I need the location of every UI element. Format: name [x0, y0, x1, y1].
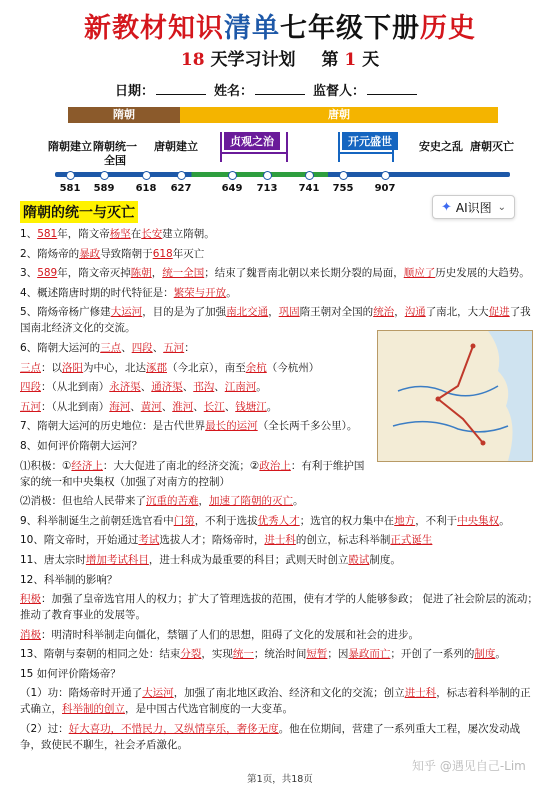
item-12: 12、科举制的影响？ — [20, 573, 118, 586]
item-15: 15 如何评价隋炀帝？ — [20, 667, 121, 680]
item-7: 7、隋朝大运河的历史地位：是古代世界最长的运河（全长两千多公里）。 — [20, 420, 358, 433]
item-12a: 积极：加强了皇帝选官用人的权力；扩大了管理选拔的范围，使有才学的人能够参政； 促进了社会阶层的流动；推动了教育事业的发展等。 — [20, 593, 538, 622]
event-label: 唐朝灭亡 — [470, 140, 514, 153]
title-part: 新教材 — [84, 13, 168, 44]
timeline-dot — [339, 171, 348, 180]
item-4: 4、概述隋唐时期的时代特征是：繁荣与开放。 — [20, 286, 237, 299]
day-prefix: 第 — [321, 50, 339, 70]
event-label: 隋朝统一全国 — [93, 140, 137, 167]
item-15b: （2）过：好大喜功，不惜民力，又纵情享乐，奢侈无度。他在位期间，营建了一系列重大工程，屡次发动战争，致使民不聊生，社会矛盾激化。 — [20, 723, 521, 752]
plan-days: 18 — [180, 50, 205, 70]
title-part: 清单 — [224, 13, 280, 44]
item-8a: ⑴积极：①经济上：大大促进了南北的经济交流；②政治上：有利于维护国家的统一和中央集权（加强了对南方的控制） — [20, 459, 365, 488]
date-label: 日期： — [115, 84, 155, 99]
timeline-dot — [263, 171, 272, 180]
item-6a: 三点：以洛阳为中心，北达涿郡（今北京），南至余杭（今杭州） — [20, 361, 320, 374]
timeline-dot — [142, 171, 151, 180]
timeline-line — [55, 172, 510, 177]
ai-button-label: AI识图 — [455, 200, 492, 215]
plan-label: 天学习计划 — [210, 50, 296, 70]
dynasty-bar-tang: 唐朝 — [180, 107, 498, 123]
item-3: 3、589年，隋文帝灭掉陈朝，统一全国；结束了魏晋南北朝以来长期分裂的局面，顺应了历史发展的大趋势。 — [20, 267, 530, 280]
day-suffix: 天 — [362, 50, 380, 70]
event-year: 581 — [59, 183, 81, 194]
info-fields — [115, 80, 425, 99]
item-2: 2、隋炀帝的暴政导致隋朝于618年灭亡 — [20, 247, 205, 260]
watermark: 知乎 @遇见自己-Lim — [412, 759, 526, 773]
title-part: 历史 — [420, 13, 476, 44]
item-9: 9、科举制诞生之前朝廷选官看中门第，不利于选拔优秀人才；选官的权力集中在地方，不利于中央集权。 — [20, 514, 510, 527]
item-6b: 四段：（从北到南）永济渠、通济渠、邗沟、江南河。 — [20, 381, 267, 394]
bracket-kaiyuan — [338, 132, 394, 162]
event-label: 唐朝建立 — [154, 140, 198, 153]
event-year: 741 — [298, 183, 320, 194]
sparkle-icon: ✦ — [441, 199, 452, 215]
item-1: 1、581年，隋文帝杨坚在长安建立隋朝。 — [20, 228, 215, 240]
page-subtitle — [0, 45, 560, 70]
page-title — [0, 6, 560, 45]
bracket-label: 贞观之治 — [224, 132, 280, 150]
day-number: 1 — [344, 50, 357, 70]
date-field[interactable] — [156, 82, 206, 95]
bracket-label: 开元盛世 — [342, 132, 398, 150]
timeline-dot — [100, 171, 109, 180]
item-15a: （1）功：隋炀帝时开通了大运河，加强了南北地区政治、经济和文化的交流；创立进士科，标志着科举制的正式确立，科举制的创立，是中国古代选官制度的一大变革。 — [20, 687, 531, 716]
timeline-dot — [177, 171, 186, 180]
title-part: 知识 — [168, 13, 224, 44]
item-11: 11、唐太宗时增加考试科目，进士科成为最重要的科目；武则天时创立殿试制度。 — [20, 553, 401, 566]
event-label: 安史之乱 — [419, 140, 463, 153]
event-label: 隋朝建立 — [48, 140, 92, 153]
event-year: 627 — [170, 183, 192, 194]
timeline-dot — [228, 171, 237, 180]
section-title: 隋朝的统一与灭亡 — [20, 201, 138, 223]
event-year: 589 — [93, 183, 115, 194]
name-field[interactable] — [255, 82, 305, 95]
supervisor-label: 监督人： — [313, 84, 366, 99]
event-year: 755 — [332, 183, 354, 194]
event-year: 649 — [221, 183, 243, 194]
page-footer: 第1页，共18页 — [247, 774, 313, 785]
title-part: 七年级下册 — [280, 13, 420, 44]
event-year: 907 — [374, 183, 396, 194]
name-label: 姓名： — [214, 84, 254, 99]
item-8b: ⑵消极：但也给人民带来了沉重的苦难，加速了隋朝的灭亡。 — [20, 495, 304, 508]
dynasty-bar-sui: 隋朝 — [68, 107, 180, 123]
item-6: 6、隋朝大运河的三点、四段、五河： — [20, 341, 195, 354]
event-year: 618 — [135, 183, 157, 194]
supervisor-field[interactable] — [367, 82, 417, 95]
item-5: 5、隋炀帝杨广修建大运河，目的是为了加强南北交通，巩固隋王朝对全国的统治，沟通了南北，大大促进了我国南北经济文化的交流。 — [20, 306, 531, 335]
timeline-dot — [381, 171, 390, 180]
ai-recognize-button[interactable] — [432, 195, 515, 219]
content-body — [20, 226, 540, 757]
timeline-dot — [66, 171, 75, 180]
event-year: 713 — [256, 183, 278, 194]
chevron-down-icon: ⌄ — [497, 201, 507, 213]
timeline-dot — [305, 171, 314, 180]
item-12b: 消极：明清时科举制走向僵化，禁锢了人们的思想，阻碍了文化的发展和社会的进步。 — [20, 628, 419, 641]
item-6c: 五河：（从北到南）海河、黄河、淮河、长江、钱塘江。 — [20, 400, 278, 413]
item-13: 13、隋朝与秦朝的相同之处：结束分裂，实现统一；统治时间短暂；因暴政而亡；开创了一系列的制度。 — [20, 648, 506, 661]
item-10: 10、隋文帝时，开始通过考试选拔人才；隋炀帝时，进士科的创立，标志科举制正式诞生 — [20, 534, 433, 547]
item-8: 8、如何评价隋朝大运河？ — [20, 439, 143, 452]
bracket-zhenguan — [220, 132, 288, 162]
